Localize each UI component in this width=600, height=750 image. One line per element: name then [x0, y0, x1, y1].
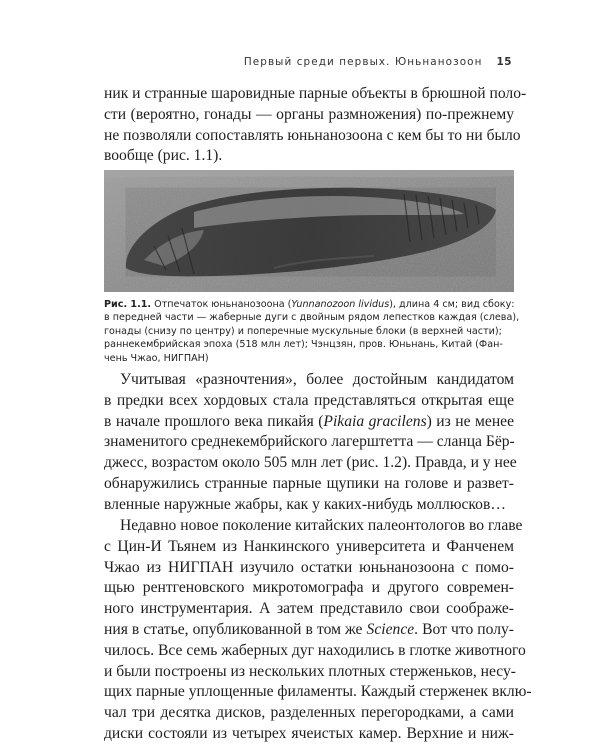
text-line: обнаружились странные парные щупики на голове и развет-: [104, 474, 514, 492]
paragraph-2: [104, 370, 517, 516]
text-line: ник и странные шаровидные парные объекты в брюшной поло-: [104, 85, 527, 102]
text-line: ного инструментария. А затем представило свои соображе-: [104, 600, 514, 618]
text-line: диски состояли из четырех ячеистых камер. Верхние и ниж-: [104, 724, 514, 742]
text-line: чилось. Все семь жаберных дуг находились в глотке животного: [104, 641, 526, 659]
fossil-photo: [104, 170, 514, 292]
text-line: вленные наружные жабры, как у каких-нибудь моллюсков…: [104, 495, 506, 513]
page-number: 15: [496, 56, 512, 68]
running-head: [0, 56, 512, 68]
text-line: в предки всех хордовых стала представляться открытая еще: [104, 391, 514, 409]
caption-line: в передней части — жаберные дуги с двойным рядом лепестков каждая (слева),: [104, 312, 520, 324]
text-line: сти (вероятно, гонады — органы размножения) по-прежнему: [104, 105, 514, 123]
caption-line: раннекембрийская эпоха (518 млн лет); Чэнцзян, пров. Юньнань, Китай (Фан-: [104, 339, 503, 351]
text-line: не позволяли сопоставлять юньнанозоона с кем бы то ни было: [104, 126, 521, 144]
paragraph-3: [104, 516, 532, 745]
figure-caption: [104, 298, 520, 365]
text-line: щью рентгеновского микротомографа и другого современ-: [104, 579, 514, 597]
caption-line: Отпечаток юньнанозоона (Yunnanozoon lividus), длина 4 см; вид сбоку:: [154, 299, 515, 310]
fossil-image: [104, 170, 514, 292]
paragraph-1: [104, 84, 527, 167]
caption-line: чень Чжао, НИГПАН): [104, 352, 209, 364]
text-line: Чжао из НИГПАН изучило остатки юньнанозоона с помо-: [104, 558, 514, 576]
running-title: Первый среди первых. Юньнанозоон: [243, 56, 483, 68]
figure-label: Рис. 1.1.: [104, 299, 152, 310]
text-line: в начале прошлого века пикайя (Pikaia gracilens) из не менее: [104, 412, 515, 430]
text-line: джесс, возрастом около 505 млн лет (рис. 1.2). Правда, и у нее: [104, 454, 517, 472]
text-line: и были построены из нескольких плотных стерженьков, несу-: [104, 662, 516, 680]
text-line: Недавно новое поколение китайских палеонтологов во главе: [120, 517, 523, 534]
caption-line: гонады (снизу по центру) и поперечные мускульные блоки (в верхней части);: [104, 325, 502, 337]
text-line: знаменитого среднекембрийского лагерштетта — сланца Бёр-: [104, 433, 515, 451]
text-line: щих парные уплощенные филаменты. Каждый стерженек вклю-: [104, 683, 532, 701]
text-line: с Цин-И Тьянем из Нанкинского университета и Фанченем: [104, 537, 514, 555]
text-line: чал три десятка дисков, разделенных перегородками, а сами: [104, 704, 514, 722]
text-line: ния в статье, опубликованной в том же Science. Вот что полу-: [104, 620, 515, 638]
text-line: вообще (рис. 1.1).: [104, 147, 223, 165]
text-line: Учитывая «разночтения», более достойным кандидатом: [120, 371, 514, 388]
